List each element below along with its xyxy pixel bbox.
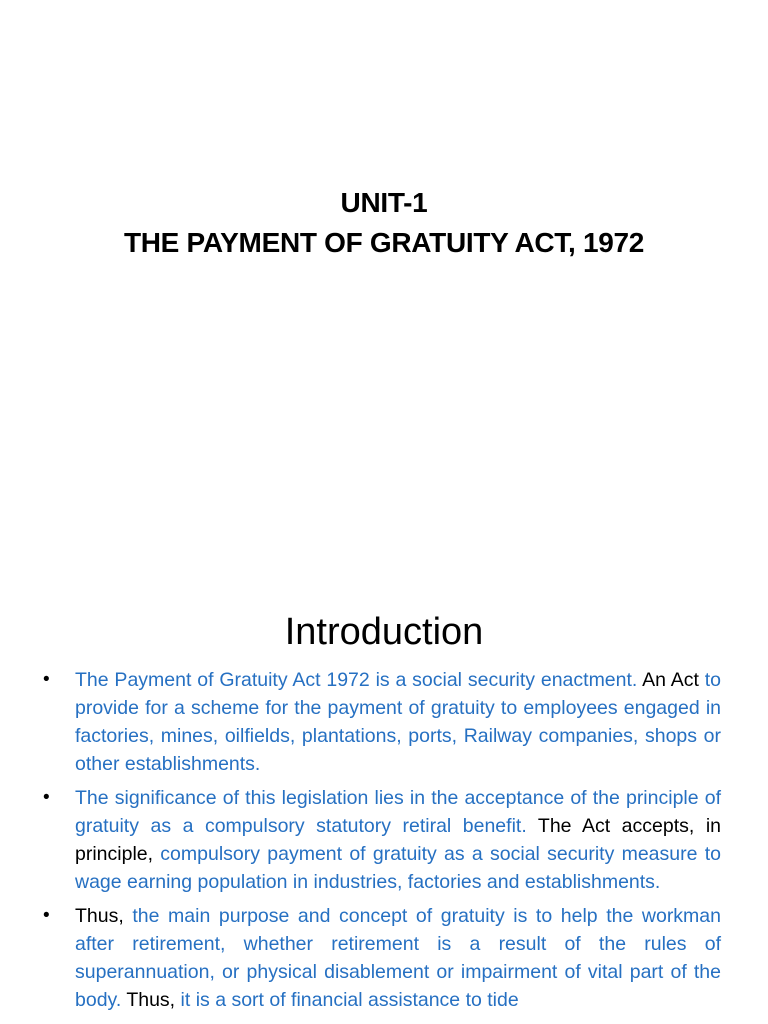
bullet-text-segment: Thus, <box>75 905 124 927</box>
bullet-text-segment: to provide for a scheme for the payment of gratuity to employees engaged in factories, mines, oilfields, plantations, ports, Railway companies, shops or other establishments. <box>75 669 721 775</box>
bullet-text-segment: The significance of this legislation lies in the acceptance of the principle of gratuity as a compulsory statutory retiral benefit. <box>75 787 721 837</box>
bullet-item <box>43 902 721 1014</box>
bullet-text-segment: it is a sort of financial assistance to tide <box>175 989 519 1011</box>
bullet-item <box>43 784 721 896</box>
bullet-text-segment: The Act accepts, in principle, <box>75 815 721 865</box>
bullet-text-segment: the main purpose and concept of gratuity is to help the workman after retirement, whether retirement is a result of the rules of superannuation, or physical disablement or impairment of vital part of the body. <box>75 905 721 1011</box>
bullet-dot-icon: • <box>43 669 50 690</box>
bullet-item <box>43 666 721 778</box>
act-title: THE PAYMENT OF GRATUITY ACT, 1972 <box>123 227 645 258</box>
bullet-list <box>43 666 721 1020</box>
bullet-text-segment: Thus, <box>121 989 176 1011</box>
bullet-text-segment: An Act <box>637 669 699 691</box>
bullet-text-segment: The Payment of Gratuity Act 1972 is a social security enactment. <box>75 669 638 691</box>
slide-introduction <box>0 576 768 1024</box>
bullet-text-segment: compulsory payment of gratuity as a social security measure to wage earning population in industries, factories and establishments. <box>75 843 721 893</box>
introduction-heading: Introduction <box>284 611 484 653</box>
bullet-dot-icon: • <box>43 787 50 808</box>
unit-title: UNIT-1 <box>340 187 428 218</box>
bullet-dot-icon: • <box>43 905 50 926</box>
title-block <box>0 183 768 263</box>
